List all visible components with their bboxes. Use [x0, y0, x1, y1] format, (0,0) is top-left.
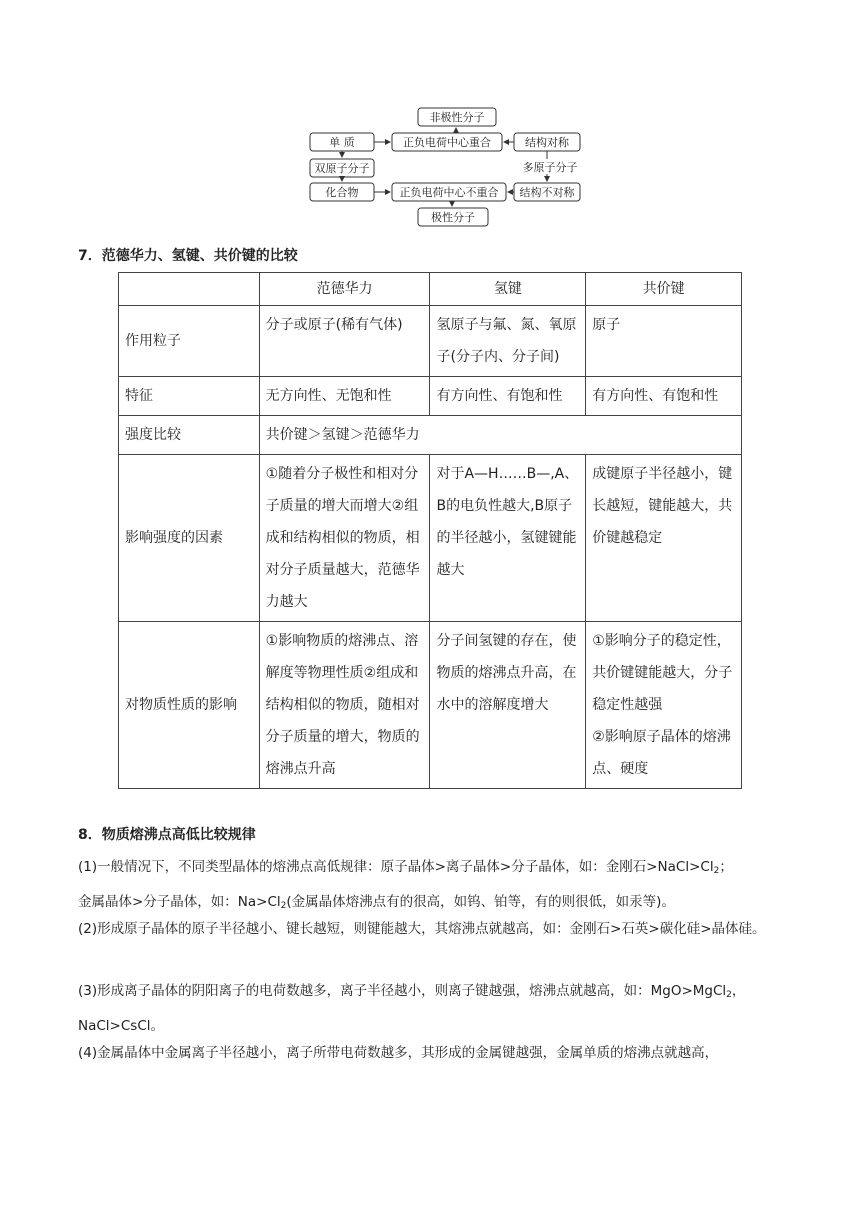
diagram-label-diatomic: 双原子分子 — [314, 162, 370, 175]
subscript: 2 — [726, 990, 732, 1000]
cell-factors-vdw: ①随着分子极性和相对分子质量的增大而增大②组成和结构相似的物质，相对分子质量越大，范德华力越大 — [259, 455, 430, 622]
cell-particles-hbond: 氢原子与氟、氮、氧原子(分子内、分子间) — [430, 306, 586, 377]
p1-part-b: ； — [719, 859, 733, 875]
cell-factors-hbond: 对于A—H……B—,A、B的电负性越大,B原子的半径越小，氢键键能越大 — [430, 455, 586, 622]
comparison-table — [118, 272, 742, 789]
cell-features-hbond: 有方向性、有饱和性 — [430, 377, 586, 416]
cell-effects-covalent-1: ①影响分子的稳定性，共价键键能越大，分子稳定性越强 — [592, 633, 733, 713]
cell-effects-covalent — [586, 622, 742, 789]
table-row — [119, 622, 742, 789]
cell-features-covalent: 有方向性、有饱和性 — [586, 377, 742, 416]
row-label-factors: 影响强度的因素 — [119, 455, 260, 622]
polarity-diagram-svg — [306, 104, 592, 232]
paragraph-2: (2)形成原子晶体的原子半径越小、键长越短，则键能越大，其熔沸点就越高，如：金刚石>石英>碳化硅>晶体硅。 — [78, 921, 766, 937]
section-7-heading: 7．范德华力、氢键、共价键的比较 — [78, 248, 298, 264]
cell-particles-vdw: 分子或原子(稀有气体) — [259, 306, 430, 377]
diagram-label-symmetric: 结构对称 — [525, 136, 569, 149]
table-header-empty — [119, 273, 260, 306]
section-8-heading: 8．物质熔沸点高低比较规律 — [78, 827, 256, 843]
cell-effects-covalent-2: ②影响原子晶体的熔沸点、硬度 — [592, 729, 731, 777]
diagram-label-center-not-coincide: 正负电荷中心不重合 — [399, 186, 499, 199]
subscript: 2 — [280, 901, 287, 911]
p1-part-d: (金属晶体熔沸点有的很高，如钨、铂等，有的则很低，如汞等)。 — [286, 894, 675, 910]
diagram-label-polar: 极性分子 — [431, 211, 475, 224]
p1-part-a: (1)一般情况下，不同类型晶体的熔沸点高低规律：原子晶体>离子晶体>分子晶体，如：金刚石>NaCl>Cl — [78, 859, 714, 875]
table-header-covalent: 共价键 — [586, 273, 742, 306]
cell-factors-covalent: 成键原子半径越小，键长越短，键能越大，共价键越稳定 — [586, 455, 742, 622]
cell-effects-vdw: ①影响物质的熔沸点、溶解度等物理性质②组成和结构相似的物质，随相对分子质量的增大，物质的熔沸点升高 — [259, 622, 430, 789]
polarity-diagram — [306, 104, 592, 232]
table-header-row — [119, 273, 742, 306]
cell-particles-covalent: 原子 — [586, 306, 742, 377]
diagram-label-element: 单 质 — [329, 136, 355, 149]
row-label-effects: 对物质性质的影响 — [119, 622, 260, 789]
diagram-label-center-coincide: 正负电荷中心重合 — [403, 136, 491, 149]
p3-part-c: NaCl>CsCl。 — [78, 1018, 164, 1034]
paragraph-1 — [78, 852, 788, 922]
p1-part-c: 金属晶体>分子晶体，如：Na>Cl — [78, 894, 281, 910]
row-label-strength: 强度比较 — [119, 416, 260, 455]
row-label-particles: 作用粒子 — [119, 306, 260, 377]
table-row — [119, 377, 742, 416]
row-label-features: 特征 — [119, 377, 260, 416]
table-header-vdw: 范德华力 — [259, 273, 430, 306]
p3-part-a: (3)形成离子晶体的阴阳离子的电荷数越多，离子半径越小，则离子键越强，熔沸点就越高，如：MgO>MgCl — [78, 983, 727, 999]
cell-features-vdw: 无方向性、无饱和性 — [259, 377, 430, 416]
cell-effects-hbond: 分子间氢键的存在，使物质的熔沸点升高，在水中的溶解度增大 — [430, 622, 586, 789]
cell-strength: 共价键＞氢键＞范德华力 — [259, 416, 741, 455]
diagram-label-asymmetric: 结构不对称 — [519, 186, 575, 199]
table-row — [119, 455, 742, 622]
paragraph-3 — [78, 976, 788, 1042]
diagram-label-compound: 化合物 — [325, 186, 359, 199]
diagram-label-polyatomic: 多原子分子 — [522, 161, 578, 174]
p3-part-b: ， — [731, 983, 746, 999]
table-header-hbond: 氢键 — [430, 273, 586, 306]
paragraph-4: (4)金属晶体中金属离子半径越小，离子所带电荷数越多，其形成的金属键越强，金属单质的熔沸点就越高， — [78, 1045, 719, 1061]
subscript: 2 — [713, 866, 720, 876]
table-row — [119, 306, 742, 377]
table-row — [119, 416, 742, 455]
diagram-label-nonpolar: 非极性分子 — [429, 111, 485, 124]
